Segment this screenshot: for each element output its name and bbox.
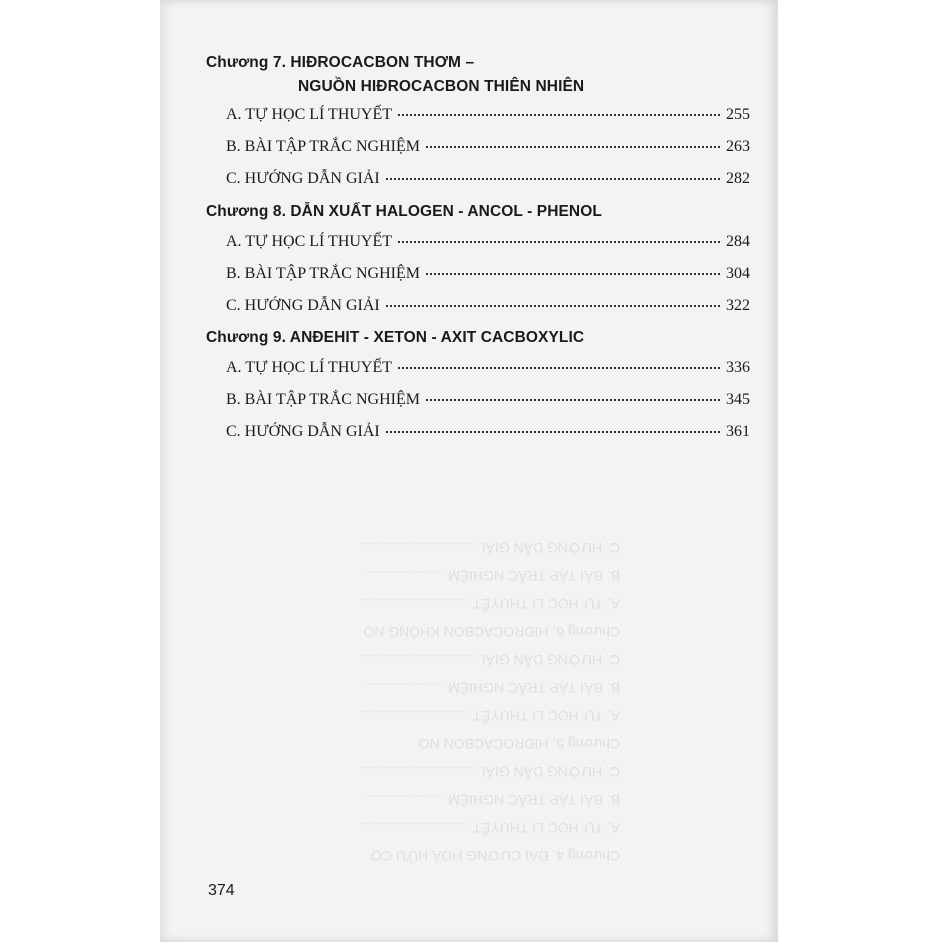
toc-entry-ch8-c[interactable] bbox=[226, 297, 750, 319]
toc-entry-page: 345 bbox=[726, 391, 750, 408]
chapter-9-title-line1: Chương 9. ANĐEHIT - XETON - AXIT CACBOXYLIC bbox=[206, 329, 585, 346]
toc-entry-ch8-a[interactable] bbox=[226, 233, 750, 255]
toc-entry-label: A. TỰ HỌC LÍ THUYẾT bbox=[226, 106, 393, 123]
toc-entry-label: C. HƯỚNG DẪN GIẢI bbox=[226, 170, 380, 187]
toc-entry-label: B. BÀI TẬP TRẮC NGHIỆM bbox=[226, 391, 420, 408]
toc-entry-label: B. BÀI TẬP TRẮC NGHIỆM bbox=[226, 138, 420, 155]
chapter-7-title bbox=[206, 54, 585, 95]
chapter-8-title-line1: Chương 8. DẪN XUẤT HALOGEN - ANCOL - PHENOL bbox=[206, 203, 602, 220]
dot-leader bbox=[386, 431, 720, 433]
chapter-9-title bbox=[206, 329, 584, 347]
toc-entry-page: 336 bbox=[726, 359, 750, 376]
page-number: 374 bbox=[208, 882, 235, 899]
toc-entry-ch9-b[interactable] bbox=[226, 391, 750, 413]
dot-leader bbox=[426, 273, 720, 275]
toc-entry-page: 255 bbox=[726, 106, 750, 123]
dot-leader bbox=[398, 367, 720, 369]
toc-entry-label: A. TỰ HỌC LÍ THUYẾT bbox=[226, 359, 393, 376]
toc-entry-label: A. TỰ HỌC LÍ THUYẾT bbox=[226, 233, 393, 250]
dot-leader bbox=[398, 241, 720, 243]
toc-entry-page: 361 bbox=[726, 423, 750, 440]
toc-entry-page: 304 bbox=[726, 265, 750, 282]
toc-entry-ch7-c[interactable] bbox=[226, 170, 750, 192]
dot-leader bbox=[426, 399, 720, 401]
dot-leader bbox=[386, 178, 720, 180]
toc-entry-ch9-c[interactable] bbox=[226, 423, 750, 445]
chapter-8-title bbox=[206, 203, 602, 221]
toc-entry-ch8-b[interactable] bbox=[226, 265, 750, 287]
chapter-7-title-line1: Chương 7. HIĐROCACBON THƠM – bbox=[206, 54, 475, 71]
toc-entry-label: B. BÀI TẬP TRẮC NGHIỆM bbox=[226, 265, 420, 282]
toc-entry-page: 263 bbox=[726, 138, 750, 155]
toc-entry-label: C. HƯỚNG DẪN GIẢI bbox=[226, 423, 380, 440]
toc-entry-page: 322 bbox=[726, 297, 750, 314]
dot-leader bbox=[398, 114, 720, 116]
toc-entry-ch7-b[interactable] bbox=[226, 138, 750, 160]
chapter-7-title-line2: NGUỒN HIĐROCACBON THIÊN NHIÊN bbox=[298, 78, 585, 95]
toc-entry-ch7-a[interactable] bbox=[226, 106, 750, 128]
toc-entry-page: 282 bbox=[726, 170, 750, 187]
toc-entry-page: 284 bbox=[726, 233, 750, 250]
dot-leader bbox=[386, 305, 720, 307]
toc-entry-label: C. HƯỚNG DẪN GIẢI bbox=[226, 297, 380, 314]
dot-leader bbox=[426, 146, 720, 148]
toc-entry-ch9-a[interactable] bbox=[226, 359, 750, 381]
